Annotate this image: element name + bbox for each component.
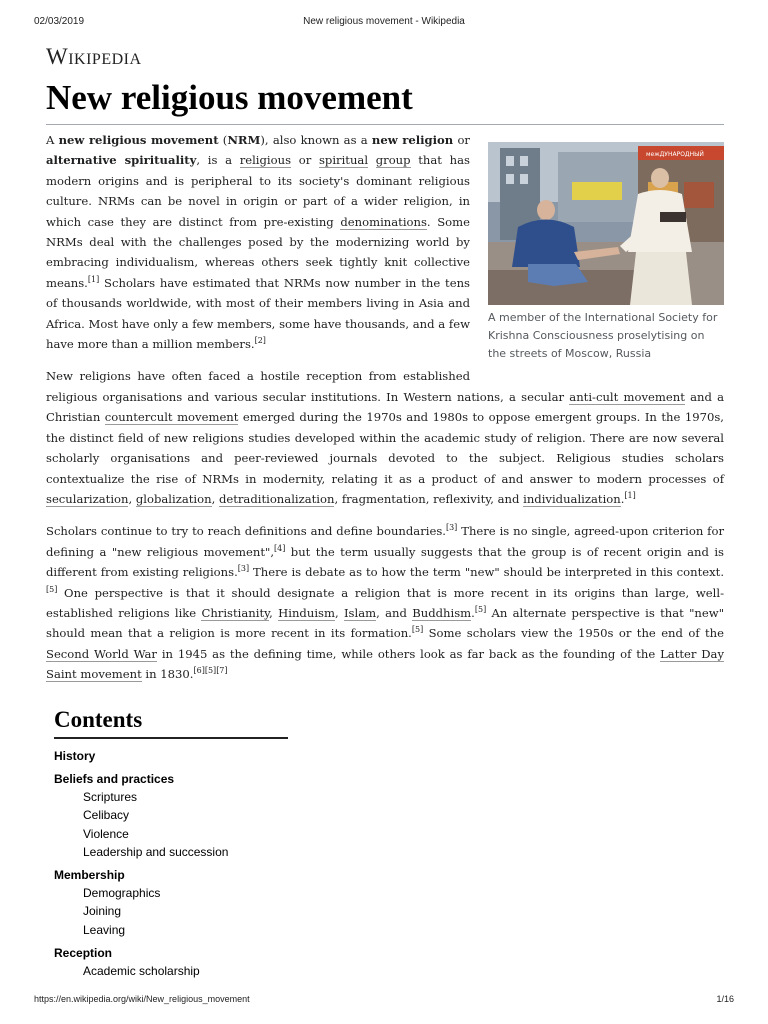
- citation-link[interactable]: [5]: [46, 584, 58, 594]
- link-buddhism[interactable]: Buddhism: [412, 605, 472, 620]
- print-date: 02/03/2019: [34, 16, 85, 27]
- contents-heading: Contents: [54, 707, 288, 739]
- citation-link[interactable]: [5]: [474, 604, 487, 614]
- citation-link[interactable]: [2]: [254, 336, 266, 346]
- toc-item-violence[interactable]: Violence: [83, 826, 129, 841]
- toc-item-beliefs-and-practices[interactable]: Beliefs and practices: [54, 772, 175, 786]
- link-anti-cult-movement[interactable]: anti-cult movement: [569, 389, 685, 404]
- link-spiritual[interactable]: spiritual: [318, 153, 369, 168]
- toc-sublist: [54, 962, 288, 980]
- building-banner-text: межДУНАРОДНЫЙ: [646, 151, 704, 158]
- link-islam[interactable]: Islam: [343, 605, 377, 620]
- toc-section: [54, 944, 288, 980]
- link-christianity[interactable]: Christianity: [201, 605, 270, 620]
- link-second-world-war[interactable]: Second World War: [46, 646, 157, 661]
- article-body: [46, 130, 724, 697]
- toc-item-reception[interactable]: Reception: [54, 946, 113, 961]
- toc-item-academic-scholarship[interactable]: Academic scholarship: [83, 964, 200, 979]
- infobox-figure: [488, 142, 724, 363]
- toc-sublist: [54, 884, 288, 939]
- citation-link[interactable]: [6]: [193, 666, 205, 676]
- toc-item-scriptures[interactable]: Scriptures: [83, 790, 138, 804]
- citation-link[interactable]: [3]: [237, 564, 250, 574]
- link-secularization[interactable]: secularization: [46, 491, 129, 506]
- reception-paragraph: New religions have often faced a hostile reception from established religious organisations and various secular institutions. In Western nations, a secular anti-cult movement and a Christian countercult movement emerged during the 1970s and 1980s to oppose emergent groups. In the 1970s, the distinct field of new religions studies developed within the academic study of religion. There are now several scholarly organisations and peer-reviewed journals devoted to the subject. Religious studies scholars contextualize the rise of NRMs in modernity, relating it as a product of and answer to modern processes of secularization, globalization, detraditionalization, fragmentation, reflexivity, and individualization.[1]: [46, 369, 724, 506]
- link-detraditionalization[interactable]: detraditionalization: [218, 491, 335, 506]
- toc-item-joining[interactable]: Joining: [83, 904, 122, 919]
- toc-item-demographics[interactable]: Demographics: [83, 886, 161, 901]
- figure-caption: A member of the International Society for Krishna Consciousness proselytising on the streets of Moscow, Russia: [488, 311, 718, 360]
- definitions-paragraph: Scholars continue to try to reach definitions and define boundaries.[3] There is no single, agreed-upon criterion for defining a "new religious movement",[4] but the term usually suggests that the group is of recent origin and is different from existing religions.[3] There is debate as to how the term "new" should be interpreted in this context.[5] One perspective is that it should designate a religion that is more recent in its origins than large, well-established religions like Christianity, Hinduism, Islam, and Buddhism.[5] An alternate perspective is that "new" should mean that a religion is more recent in its formation.[5] Some scholars view the 1950s or the end of the Second World War in 1945 as the defining time, while others look as far back as the founding of the Latter Day Saint movement in 1830.[6][5][7]: [46, 523, 725, 682]
- link-religious[interactable]: religious: [239, 153, 292, 168]
- citation-link[interactable]: [1]: [87, 274, 100, 284]
- link-countercult-movement[interactable]: countercult movement: [104, 410, 239, 425]
- intro-paragraph: A new religious movement (NRM), also known as a new religion or alternative spirituality, is a religious or spiritual group that has modern origins and is peripheral to its society's dominant religious culture. NRMs can be novel in origin or part of a wider religion, in which case they are distinct from pre-existing denominations. Some NRMs deal with the challenges posed by the modernizing world by embracing individualism, whereas others seek tightly knit collective means.[1] Scholars have estimated that NRMs now number in the tens of thousands worldwide, with most of their members living in Asia and Africa. Most have only a few members, some have thousands, and a few have more than a million members.[2]: [46, 133, 470, 352]
- title-divider: [46, 124, 724, 125]
- toc-item-celibacy[interactable]: Celibacy: [83, 808, 130, 823]
- toc-sublist: [54, 788, 288, 861]
- link-globalization[interactable]: globalization: [135, 491, 212, 506]
- toc-section: [54, 747, 288, 765]
- page-title: New religious movement: [46, 78, 413, 117]
- print-page-title: New religious movement - Wikipedia: [303, 16, 465, 27]
- toc-section: [54, 866, 288, 939]
- toc-item-membership[interactable]: Membership: [54, 868, 125, 883]
- table-of-contents: [54, 707, 288, 985]
- link-hinduism[interactable]: Hinduism: [278, 605, 335, 620]
- citation-link[interactable]: [3]: [445, 523, 458, 533]
- citation-link[interactable]: [5]: [411, 625, 424, 635]
- citation-link[interactable]: [5]: [204, 666, 217, 676]
- link-latter-day-saint-movement[interactable]: Latter Day Saint movement: [46, 646, 724, 682]
- moscow-street-photo[interactable]: [488, 142, 724, 305]
- toc-item-leaving[interactable]: Leaving: [83, 922, 126, 937]
- toc-section: [54, 770, 288, 861]
- link-individualization[interactable]: individualization: [523, 491, 621, 506]
- toc-item-leadership-and-succession[interactable]: Leadership and succession: [83, 844, 229, 859]
- link-denominations[interactable]: denominations: [340, 214, 427, 229]
- print-url: https://en.wikipedia.org/wiki/New_religious_movement: [34, 994, 250, 1004]
- citation-link[interactable]: [1]: [624, 490, 636, 500]
- toc-item-history[interactable]: History: [54, 749, 96, 763]
- citation-link[interactable]: [7]: [216, 666, 228, 676]
- print-page-number: 1/16: [716, 994, 734, 1004]
- link-group[interactable]: group: [375, 153, 411, 168]
- citation-link[interactable]: [4]: [274, 543, 286, 553]
- toc-list: [54, 747, 288, 980]
- wikipedia-wordmark[interactable]: Wikipedia: [46, 44, 142, 69]
